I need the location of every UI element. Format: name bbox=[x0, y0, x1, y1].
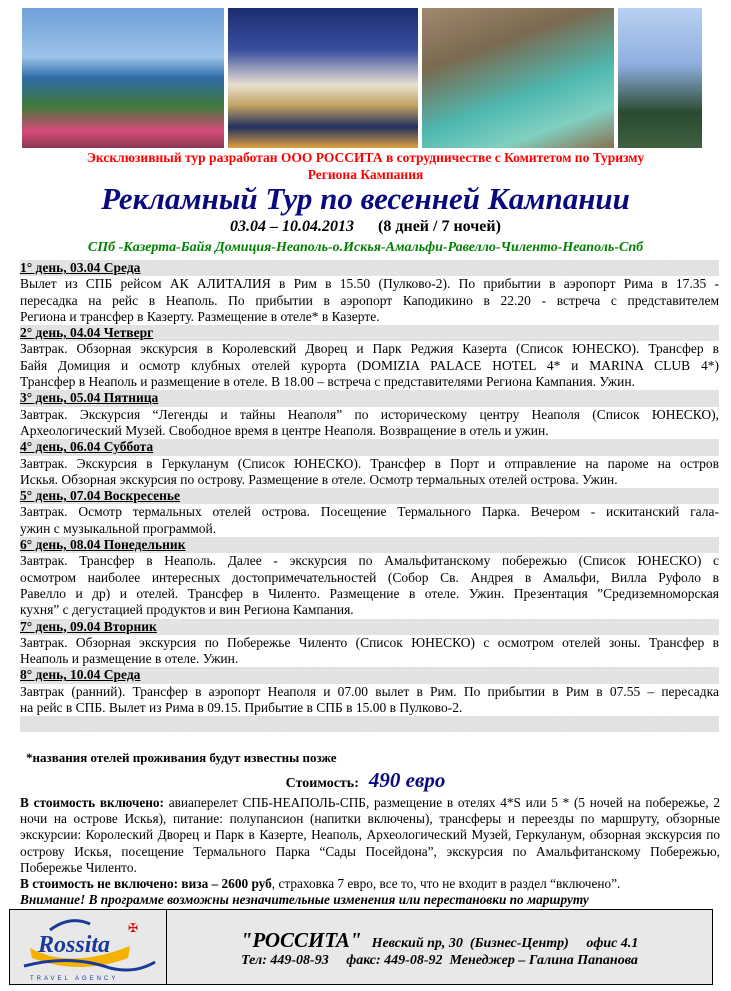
header-line1: Эксклюзивный тур разработан ООО РОССИТА в сотрудничестве с Комитетом по Туризму bbox=[86, 150, 645, 165]
day-header bbox=[20, 325, 719, 341]
photo-beach-cove bbox=[422, 8, 614, 148]
included-label: В стоимость включено: bbox=[20, 795, 164, 810]
svg-text:Rossita: Rossita bbox=[38, 932, 111, 958]
day-description-line: Трансфер в Неаполь и размещение в отеле. В 18.00 – встреча с представителями Региона Кампания. Ужин. bbox=[20, 374, 635, 390]
day-header bbox=[20, 667, 719, 683]
tour-dates bbox=[0, 218, 731, 236]
rossita-logo bbox=[10, 910, 167, 984]
day-description-line: Неаполь и размещение в отеле. Ужин. bbox=[20, 651, 239, 667]
route: СПб -Казерта-Байя Домиция-Неаполь-о.Искья-Амальфи-Равелло-Чиленто-Неаполь-Спб bbox=[87, 240, 644, 255]
company-name: "РОССИТА" bbox=[240, 928, 362, 952]
day-title: 5° день, 07.04 Воскресенье bbox=[20, 488, 181, 504]
footer bbox=[9, 909, 713, 985]
day-title: 4° день, 06.04 Суббота bbox=[20, 439, 154, 455]
itinerary bbox=[20, 260, 719, 732]
hotel-note: *названия отелей проживания будут известны позже bbox=[26, 750, 337, 765]
day-header bbox=[20, 619, 719, 635]
day-header bbox=[20, 260, 719, 276]
contacts: Тел: 449-08-93 факс: 449-08-92 Менеджер – Галина Папанова bbox=[241, 953, 638, 968]
day-header bbox=[20, 537, 719, 553]
day-title: 1° день, 03.04 Среда bbox=[20, 260, 141, 275]
excluded-text: , страховка 7 евро, все то, что не входит в раздел “включено”. bbox=[271, 876, 621, 892]
day-description-line: на рейс в СПБ. Вылет из Рима в 09.15. Прибытие в СПБ в 15.00 в Пулково-2. bbox=[20, 700, 463, 716]
day-header bbox=[20, 390, 719, 406]
price bbox=[0, 768, 731, 793]
day-description-line: пересадка на рейс в Неаполь. По прибытии в аэропорт Каподикино в 22.20 - встреча с представителем bbox=[20, 292, 719, 308]
day-description-line: Завтрак. Трансфер в Неаполь. Далее - экскурсия по Амальфитанскому побережью (Список ЮНЕСКО) с bbox=[20, 553, 719, 569]
warning: Внимание! В программе возможны незначительные изменения или перестановки по маршруту bbox=[20, 892, 589, 908]
contact-info bbox=[167, 910, 712, 984]
day-description-line: кухня” с дегустацией продуктов и вин Региона Кампания. bbox=[20, 602, 354, 618]
day-description-line: Завтрак. Обзорная экскурсия в Королевский Дворец и Парк Реджия Казерта (Список ЮНЕСКО). Трансфер в bbox=[20, 341, 719, 357]
photo-amalfi-coast bbox=[22, 8, 224, 148]
photo-statue bbox=[618, 8, 702, 148]
day-description-line: Искья. Обзорная экскурсия по острову. Размещение в отеле. Осмотр термальных отелей острова. Ужин. bbox=[20, 471, 618, 487]
day-description-line: Вылет из СПБ рейсом АК АЛИТАЛИЯ в Рим в 15.50 (Пулково-2). По прибытии в аэропорт Рима в 17.35 - bbox=[20, 276, 719, 292]
svg-text:TRAVEL AGENCY: TRAVEL AGENCY bbox=[30, 976, 119, 982]
conditions bbox=[20, 795, 720, 908]
day-description-line: Завтрак. Осмотр термальных отелей острова. Посещение Термального Парка. Вечером - искитанский гала- bbox=[20, 504, 719, 520]
day-description-line: осмотром наиболее интересных достопримечательностей (Собор Св. Андрея в Амальфи, Вилла Руфоло в bbox=[20, 569, 719, 585]
day-description-line: Равелло и др) и отелей. Трансфер в Чиленто. Размещение в отеле. Ужин. Презентация ”Средиземноморская bbox=[20, 585, 719, 601]
header-line2: Региона Кампания bbox=[307, 167, 424, 182]
day-description-line: Завтрак. Экскурсия в Геркуланум (Список ЮНЕСКО). Трансфер в Порт и отправление на пароме на остров bbox=[20, 455, 719, 471]
day-description-line: Завтрак. Обзорная экскурсия по Побережье Чиленто (Список ЮНЕСКО) с осмотром отелей зоны. Трансфер в bbox=[20, 634, 719, 650]
photo-harbor-night bbox=[228, 8, 418, 148]
day-title: 8° день, 10.04 Среда bbox=[20, 667, 141, 683]
day-header bbox=[20, 439, 719, 455]
visa-price: виза – 2600 руб bbox=[178, 876, 272, 892]
day-description-line: Завтрак (ранний). Трансфер в аэропорт Неаполя и 07.00 вылет в Рим. По прибытии в Рим в 07.55 – пересадка bbox=[20, 683, 719, 699]
day-title: 6° день, 08.04 Понедельник bbox=[20, 537, 186, 553]
price-label: Стоимость: bbox=[285, 776, 359, 791]
divider bbox=[20, 716, 719, 732]
day-header bbox=[20, 488, 719, 504]
day-title: 7° день, 09.04 Вторник bbox=[20, 618, 157, 634]
duration: (8 дней / 7 ночей) bbox=[378, 218, 501, 235]
svg-text:✠: ✠ bbox=[128, 921, 139, 935]
price-value: 490 евро bbox=[368, 768, 446, 792]
included-text: авиаперелет СПБ-НЕАПОЛЬ-СПБ, размещение в отелях 4*S или 5 * (5 ночей на побережье, 2 ночи на острове Искья), питание: полупансион (напитки включены), трансферы и переезды по маршруту, обзорные экскурсии: Королеский Дворец и Парк в Казерте, Неаполь, Археологический Музей, Геркуланум, обзорная экскурсия по острову Искья, посещение Термального Парка “Сады Посейдона”, экскурсия по Амальфитанскому Побережью, Побережье Чиленто. bbox=[20, 795, 720, 875]
day-description-line: Археологический Музей. Свободное время в центре Неаполя. Возвращение в отель и ужин. bbox=[20, 422, 549, 438]
day-description-line: Байя Домиция и осмотр клубных отелей курорта (DOMIZIA PALACE HOTEL 4* и MARINA CLUB 4*) bbox=[20, 357, 719, 373]
page-title: Рекламный Тур по весенней Кампании bbox=[101, 181, 630, 216]
day-title: 3° день, 05.04 Пятница bbox=[20, 390, 159, 406]
day-title: 2° день, 04.04 Четверг bbox=[20, 325, 154, 341]
address: Невский пр, 30 (Бизнес-Центр) офис 4.1 bbox=[371, 936, 639, 951]
day-description-line: Региона и трансфер в Казерту. Размещение в отеле* в Казерте. bbox=[20, 308, 380, 324]
day-description-line: ужин с музыкальной программой. bbox=[20, 520, 217, 536]
excluded-label: В стоимость не включено: bbox=[20, 876, 179, 892]
day-description-line: Завтрак. Экскурсия “Легенды и тайны Неаполя” по историческому центру Неаполя (Список ЮНЕСКО), bbox=[20, 406, 719, 422]
date-range: 03.04 – 10.04.2013 bbox=[230, 218, 355, 235]
